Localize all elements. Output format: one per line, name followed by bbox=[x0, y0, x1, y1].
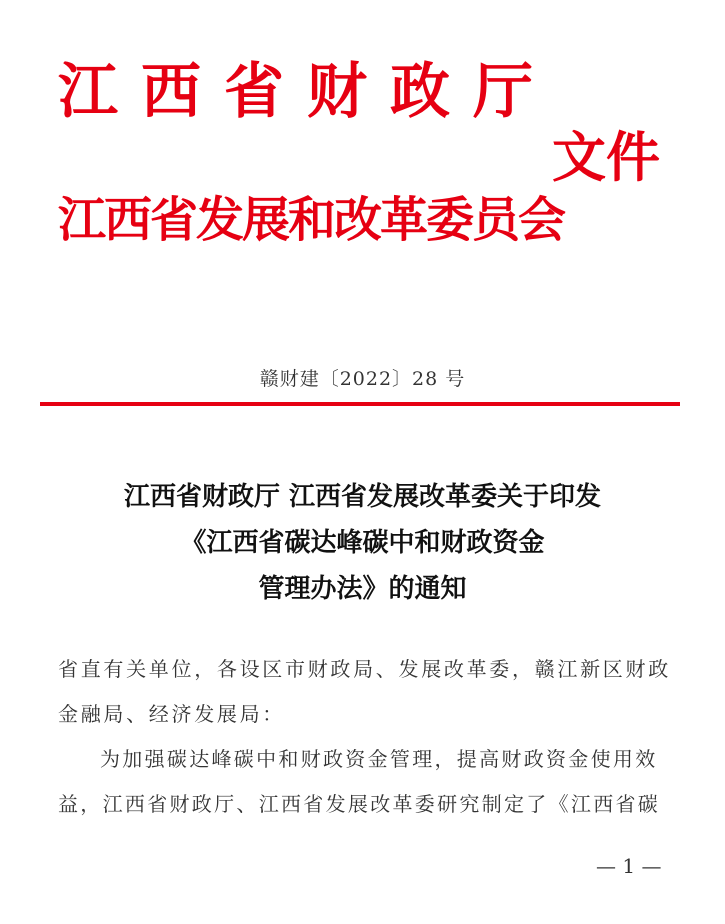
title-line: 江西省财政厅 江西省发展改革委关于印发 bbox=[123, 482, 602, 512]
issuer-finance-department: 江西省财政厅 bbox=[58, 57, 556, 127]
title-line: 《江西省碳达峰碳中和财政资金 bbox=[180, 528, 545, 558]
body-paragraph: 为加强碳达峰碳中和财政资金管理，提高财政资金使用效益，江西省财政厅、江西省发展改革委研究制定了《江西省碳 bbox=[58, 747, 661, 816]
page-number: — 1 — bbox=[596, 854, 662, 878]
title-line: 管理办法》的通知 bbox=[258, 574, 467, 604]
red-separator-line bbox=[40, 402, 680, 406]
document-type-label: 文件 bbox=[552, 125, 660, 189]
document-number: 赣财建〔2022〕28 号 bbox=[259, 368, 466, 390]
issuer-development-reform-commission: 江西省发展和改革委员会 bbox=[58, 192, 565, 248]
notice-body bbox=[58, 647, 673, 827]
addressee-paragraph: 省直有关单位，各设区市财政局、发展改革委，赣江新区财政金融局、经济发展局： bbox=[58, 657, 671, 726]
notice-title bbox=[0, 474, 725, 612]
